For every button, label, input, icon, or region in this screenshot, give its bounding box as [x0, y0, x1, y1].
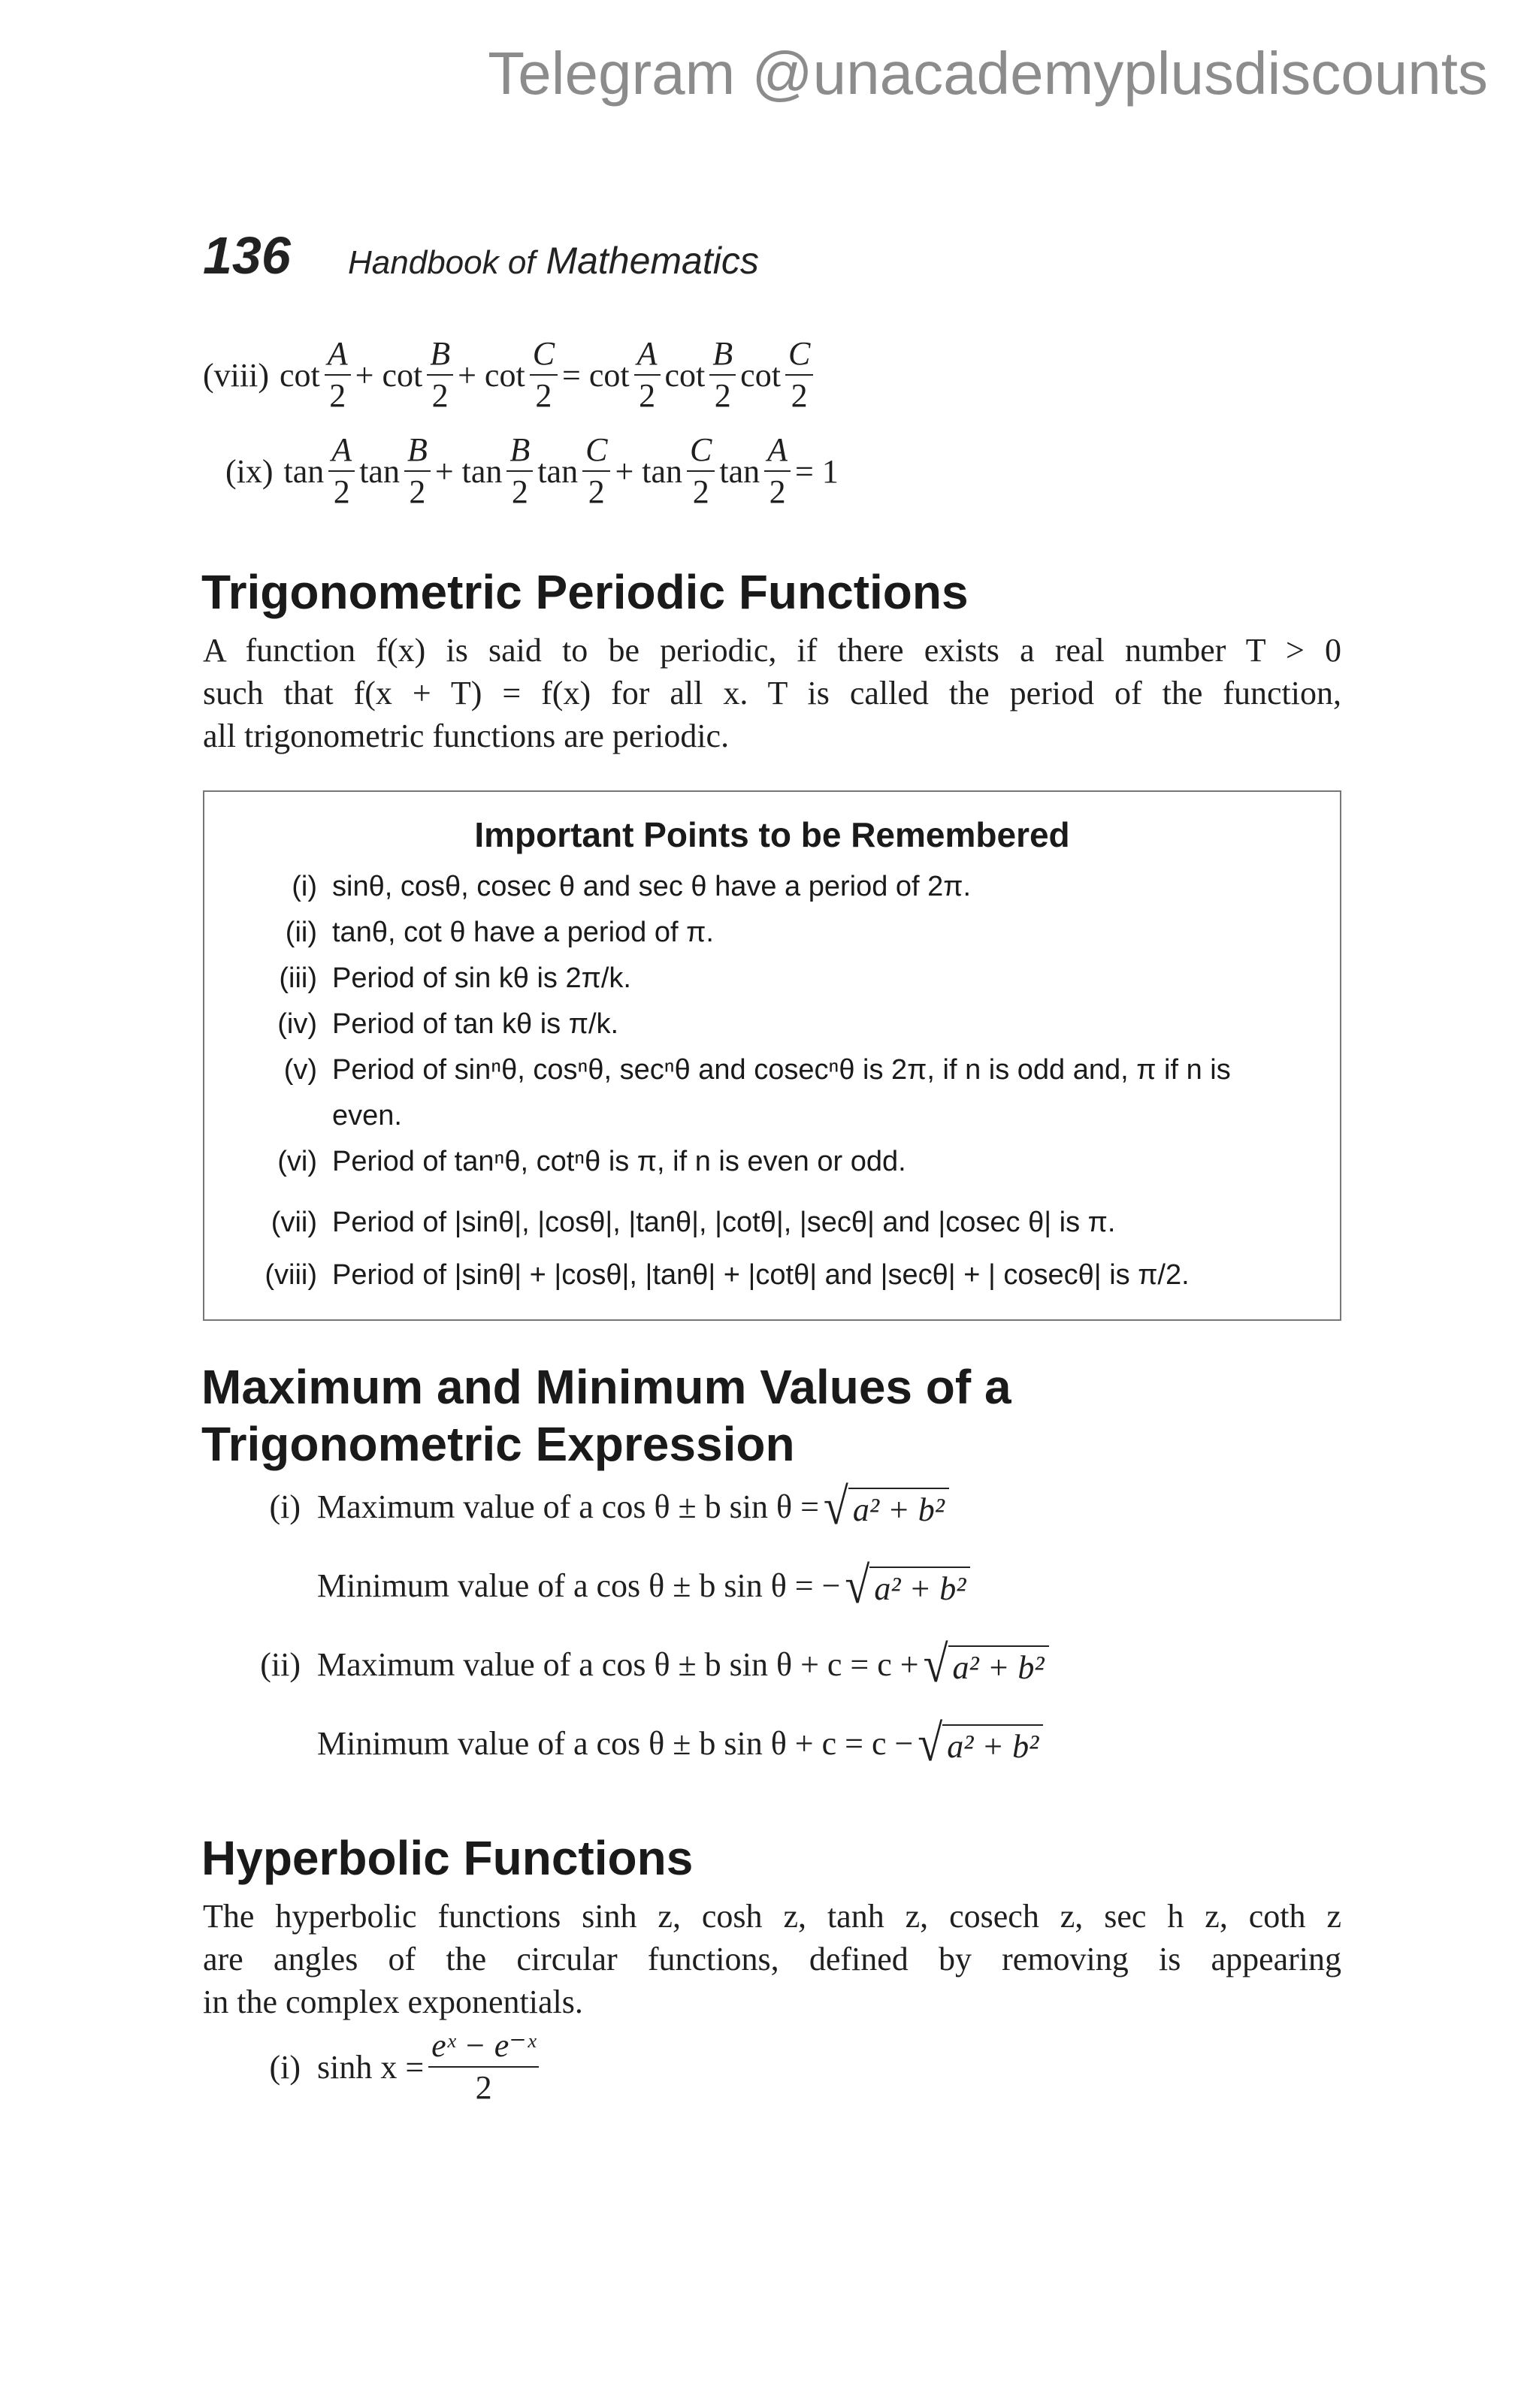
- radicand: a² + b²: [948, 1645, 1049, 1687]
- point-text: Period of tanⁿθ, cotⁿθ is π, if n is even or odd.: [332, 1146, 906, 1177]
- fraction-numerator: A: [634, 337, 661, 376]
- important-points-box: [203, 790, 1341, 1321]
- paragraph-line: such that f(x + T) = f(x) for all x. T is called the period of the function,: [203, 675, 1341, 712]
- point-item: [204, 1207, 1115, 1239]
- formula-lhs: sinh x =: [317, 2048, 425, 2086]
- fraction-numerator: A: [764, 433, 791, 472]
- fraction-denominator: 2: [333, 473, 350, 511]
- row-label: (ii): [260, 1645, 301, 1683]
- fraction-denominator: 2: [535, 377, 552, 415]
- fraction: [506, 433, 533, 509]
- formula-term: + cot: [458, 356, 525, 394]
- point-label: (iii): [279, 962, 317, 994]
- row-text: Maximum value of a cos θ ± b sin θ + c = c +: [317, 1645, 919, 1683]
- fraction-denominator: 2: [409, 473, 426, 511]
- paragraph-line: are angles of the circular functions, defined by removing is appearing: [203, 1941, 1341, 1977]
- fraction-numerator: C: [785, 337, 813, 376]
- paragraph-line: The hyperbolic functions sinh z, cosh z, tanh z, cosech z, sec h z, coth z: [203, 1898, 1341, 1935]
- point-text: Period of tan kθ is π/k.: [332, 1008, 619, 1040]
- maxmin-row: [203, 1715, 1043, 1772]
- fraction: [764, 433, 791, 509]
- point-item: [204, 1054, 1231, 1086]
- row-text: Maximum value of a cos θ ± b sin θ =: [317, 1488, 819, 1525]
- row-label: (i): [269, 1488, 301, 1525]
- point-text: Period of sin kθ is 2π/k.: [332, 962, 631, 994]
- point-label: (ii): [285, 917, 317, 948]
- fraction-denominator: 2: [329, 377, 346, 415]
- book-title-main: Mathematics: [546, 240, 759, 282]
- point-item: [204, 1008, 618, 1041]
- formula-term: = cot: [562, 356, 630, 394]
- book-title-prefix: Handbook of: [348, 244, 536, 281]
- fraction-denominator: 2: [692, 473, 709, 511]
- identity-viii: [203, 337, 818, 413]
- section-heading-maxmin: [201, 1358, 1011, 1473]
- formula-term: cot: [279, 356, 320, 394]
- section-heading-periodic: Trigonometric Periodic Functions: [201, 565, 969, 619]
- square-root: √ a² + b²: [824, 1484, 949, 1529]
- fraction-numerator: C: [582, 433, 610, 472]
- fraction: [404, 433, 431, 509]
- fraction-numerator: C: [530, 337, 558, 376]
- fraction: [325, 337, 351, 413]
- paragraph-line: in the complex exponentials.: [203, 1984, 583, 2020]
- formula-term: + tan: [434, 452, 503, 490]
- heading-line: Trigonometric Expression: [201, 1417, 795, 1471]
- point-text: tanθ, cot θ have a period of π.: [332, 917, 714, 948]
- radicand: a² + b²: [848, 1488, 949, 1529]
- fraction: [634, 337, 661, 413]
- point-label: (iv): [277, 1008, 317, 1040]
- fraction: [582, 433, 610, 509]
- point-label: (vii): [271, 1207, 317, 1238]
- point-text: Period of |sinθ|, |cosθ|, |tanθ|, |cotθ|, |secθ| and |cosec θ| is π.: [332, 1207, 1116, 1238]
- fraction-numerator: A: [325, 337, 351, 376]
- fraction-denominator: 2: [791, 377, 808, 415]
- fraction-numerator: A: [328, 433, 355, 472]
- square-root: √ a² + b²: [845, 1563, 970, 1608]
- radicand: a² + b²: [869, 1567, 970, 1608]
- paragraph-line: all trigonometric functions are periodic.: [203, 718, 730, 754]
- point-item: [204, 1259, 1190, 1292]
- formula-label: (i): [269, 2048, 301, 2086]
- sinh-formula: [203, 2029, 543, 2105]
- maxmin-row: [203, 1478, 949, 1535]
- formula-term: + tan: [615, 452, 683, 490]
- page-number: 136: [203, 226, 291, 285]
- point-item: [204, 1100, 402, 1132]
- point-text: Period of |sinθ| + |cosθ|, |tanθ| + |cotθ| and |secθ| + | cosecθ| is π/2.: [332, 1259, 1190, 1291]
- point-text: sinθ, cosθ, cosec θ and sec θ have a period of 2π.: [332, 871, 972, 902]
- point-item: [204, 871, 971, 903]
- fraction-numerator: eˣ − e⁻ˣ: [428, 2029, 539, 2068]
- radicand: a² + b²: [942, 1724, 1043, 1766]
- heading-line: Maximum and Minimum Values of a: [201, 1360, 1011, 1414]
- fraction: [328, 433, 355, 509]
- fraction: [530, 337, 558, 413]
- formula-term: tan: [537, 452, 579, 490]
- fraction-numerator: B: [506, 433, 533, 472]
- formula-term: = 1: [795, 452, 839, 490]
- fraction-denominator: 2: [431, 377, 449, 415]
- fraction-denominator: 2: [475, 2069, 492, 2107]
- fraction-denominator: 2: [588, 473, 605, 511]
- maxmin-row: [203, 1636, 1049, 1693]
- point-label: (vi): [277, 1146, 317, 1177]
- formula-term: cot: [664, 356, 706, 394]
- point-item: [204, 1146, 906, 1178]
- square-root: √ a² + b²: [924, 1642, 1049, 1687]
- fraction-denominator: 2: [639, 377, 656, 415]
- fraction-denominator: 2: [769, 473, 786, 511]
- point-text: Period of sinⁿθ, cosⁿθ, secⁿθ and cosecⁿθ is 2π, if n is odd and, π if n is: [332, 1054, 1231, 1086]
- formula-label: (viii): [203, 356, 269, 394]
- point-label: (i): [292, 871, 317, 902]
- formula-term: tan: [283, 452, 325, 490]
- fraction: [687, 433, 715, 509]
- fraction-numerator: B: [709, 337, 736, 376]
- paragraph-line: A function f(x) is said to be periodic, if there exists a real number T > 0: [203, 632, 1341, 669]
- point-label: (viii): [265, 1259, 317, 1291]
- maxmin-row: [203, 1557, 970, 1614]
- running-header: [348, 239, 759, 282]
- fraction-denominator: 2: [511, 473, 528, 511]
- fraction: [427, 337, 453, 413]
- formula-term: tan: [719, 452, 760, 490]
- point-item: [204, 962, 631, 995]
- formula-term: tan: [359, 452, 400, 490]
- row-text: Minimum value of a cos θ ± b sin θ + c = c −: [317, 1724, 914, 1762]
- fraction: [428, 2029, 539, 2105]
- row-text: Minimum value of a cos θ ± b sin θ = −: [317, 1567, 841, 1604]
- point-label: (v): [283, 1054, 317, 1086]
- point-item: [204, 917, 714, 949]
- formula-label: (ix): [225, 452, 274, 490]
- fraction: [709, 337, 736, 413]
- fraction-numerator: B: [427, 337, 453, 376]
- identity-ix: [225, 433, 839, 509]
- section-heading-hyperbolic: Hyperbolic Functions: [201, 1831, 694, 1885]
- formula-term: + cot: [355, 356, 423, 394]
- box-title: Important Points to be Remembered: [474, 815, 1070, 854]
- fraction-numerator: B: [404, 433, 431, 472]
- fraction: [785, 337, 813, 413]
- fraction-denominator: 2: [714, 377, 731, 415]
- watermark: Telegram @unacademyplusdiscounts: [488, 40, 1488, 107]
- fraction-numerator: C: [687, 433, 715, 472]
- square-root: √ a² + b²: [918, 1721, 1043, 1766]
- point-text: even.: [332, 1100, 402, 1131]
- formula-term: cot: [740, 356, 781, 394]
